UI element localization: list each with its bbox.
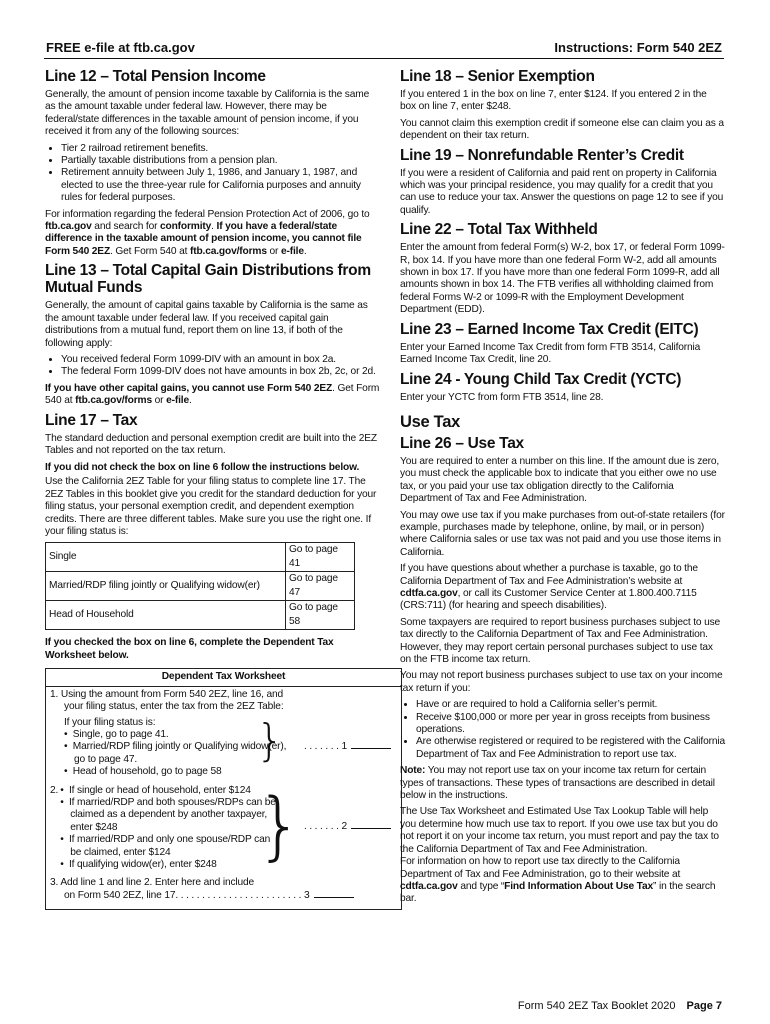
line26-text-4: Some taxpayers are required to report business purchases subject to use tax directly to the California Department of Tax and Fee Administration. However, they may report certain personal purchases subject to use tax on the FTB income tax return.	[400, 616, 721, 665]
table-row	[46, 601, 355, 630]
line17-intro: The standard deduction and personal exemption credit are built into the 2EZ Tables and not reported on the tax return.	[45, 432, 377, 456]
dependent-tax-worksheet	[45, 668, 402, 910]
use-tax-heading: Use Tax	[400, 412, 460, 431]
worksheet-line-1: 1. Using the amount from Form 540 2EZ, line 16, and your filing status, enter the tax from the 2EZ Table: If your filing status is: • Single, go to page 41. • Married/RDP filing jointly or Qualifying widow(er), go to page 47. • Head of household, go to page 58 } . . . . . . . 1	[50, 689, 397, 779]
line23-text: Enter your Earned Income Tax Credit from form FTB 3514, California Earned Income Tax Credit, line 20.	[400, 341, 701, 366]
table-cell: Go to page 58	[286, 601, 355, 630]
list-item: • Tier 2 railroad retirement benefits.	[61, 143, 380, 155]
brace-icon: }	[256, 714, 284, 766]
line26-heading: Line 26 – Use Tax	[400, 434, 524, 452]
page-footer	[518, 1000, 722, 1012]
line26-text-5: You may not report business purchases subject to use tax on your income tax return if you:	[400, 670, 723, 694]
line26-text-6: The Use Tax Worksheet and Estimated Use Tax Lookup Table will help you determine how much use tax to report. If you owe use tax but you do not report it on your income tax return, you must report and pay the tax to the California Department of Tax and Fee Administration.	[400, 806, 719, 855]
line17-subheading-checked: If you checked the box on line 6, complete the Dependent Tax Worksheet below.	[45, 637, 334, 662]
list-item: • Receive $100,000 or more per year in gross receipts from business operations.	[416, 712, 725, 737]
table-cell: Head of Household	[46, 601, 286, 630]
table-row	[46, 572, 355, 601]
table-cell: Go to page 47	[286, 572, 355, 601]
table-cell: Go to page 41	[286, 543, 355, 572]
right-column	[400, 64, 725, 910]
line26-text-3: If you have questions about whether a purchase is taxable, go to the California Department of Tax and Fee Administration’s website at cdtfa.ca.gov, or call its Customer Service Center at 1.800.400.7115 (CRS:711) (for hearing and speech disabilities).	[400, 563, 698, 612]
line26-text-1: You are required to enter a number on this line. If the amount due is zero, you must check the applicable box to indicate that you either owe no use tax, or you paid your use tax obligation directly to the California Department of Tax and Fee Administration.	[400, 455, 720, 505]
line19-heading: Line 19 – Nonrefundable Renter’s Credit	[400, 146, 684, 164]
line24-text: Enter your YCTC from form FTB 3514, line 28.	[400, 391, 604, 403]
ftb-forms-link[interactable]: ftb.ca.gov/forms	[189, 245, 267, 257]
line12-pension-note: For information regarding the federal Pension Protection Act of 2006, go to ftb.ca.gov and search for conformity. If you have a federal/state difference in the taxable amount of pension income, you cannot file Form 540 2EZ. Get Form 540 at ftb.ca.gov/forms or e-file.	[45, 208, 370, 257]
line13-intro: Generally, the amount of capital gains taxable by California is the same as the amount taxable under federal law. If you received capital gain distributions from a mutual fund, report them on line 13, if both of the following apply:	[45, 300, 368, 349]
table-row	[46, 543, 355, 572]
table-cell: Married/RDP filing jointly or Qualifying widow(er)	[46, 572, 286, 601]
line26-note: Note: You may not report use tax on your income tax return for certain types of transactions. These types of transactions are described in detail below in the instructions.	[400, 765, 715, 802]
line13-capital-gains-note: If you have other capital gains, you cannot use Form 540 2EZ. Get Form 540 at ftb.ca.gov/forms or e-file.	[45, 382, 380, 407]
header-efile-note: FREE e-file at ftb.ca.gov	[46, 40, 195, 55]
line18-text-1: If you entered 1 in the box on line 7, enter $124. If you entered 2 in the box on line 7, enter $248.	[400, 89, 707, 113]
line12-heading: Line 12 – Total Pension Income	[45, 68, 266, 85]
booklet-title: Form 540 2EZ Tax Booklet 2020	[517, 1000, 676, 1012]
line18-heading: Line 18 – Senior Exemption	[400, 68, 595, 85]
worksheet-title: Dependent Tax Worksheet	[46, 669, 401, 686]
list-item: • Have or are required to hold a California seller’s permit.	[416, 699, 725, 711]
line17-subheading-unchecked: If you did not check the box on line 6 follow the instructions below.	[45, 462, 360, 474]
cdtfa-link[interactable]: cdtfa.ca.gov	[400, 880, 458, 892]
worksheet-line-3-entry[interactable]: on Form 540 2EZ, line 17. . . . . . . . . . . . . . . . . . . . . . . . 3	[50, 890, 397, 902]
table-cell: Single	[46, 543, 286, 572]
left-column	[45, 64, 380, 910]
list-item: • Retirement annuity between July 1, 1986, and January 1, 1987, and elected to use the three-year rule for California purposes and annuity rules for federal purposes.	[61, 167, 380, 204]
line22-text: Enter the amount from federal Form(s) W-2, box 17, or federal Form 1099-R, box 14. If you have more than one federal Form W-2, add all amounts shown in box 17. If you have more than one federal Form 1099-R, add all amounts shown in box 14. The FTB verifies all withholding claimed from federal Forms W-2 or 1099-R with the Employment Development Department (EDD).	[400, 242, 725, 316]
worksheet-line-1-entry[interactable]: . . . . . . . 1	[304, 741, 391, 753]
filing-status-table	[45, 542, 355, 630]
line12-intro: Generally, the amount of pension income taxable by California is the same as the amount taxable under federal law. However, there may be federal/state differences in the taxable amount of pension income, if you received it from any of the following sources:	[45, 89, 370, 138]
efile-link[interactable]: e-file	[280, 245, 304, 257]
header-rule	[44, 58, 724, 59]
line26-text-2: You may owe use tax if you make purchases from out-of-state retailers (for example, purchases made by telephone, online, by mail, or in person) where California sales or use tax was not paid and you use those items in California.	[400, 509, 725, 558]
brace-icon: }	[256, 782, 303, 869]
line17-heading: Line 17 – Tax	[45, 411, 138, 429]
worksheet-line-2-entry[interactable]: . . . . . . . 2	[304, 821, 391, 833]
line12-sources-list	[45, 143, 380, 205]
line17-table-instructions: Use the California 2EZ Table for your filing status to complete line 17. The 2EZ Tables in this booklet give you credit for the standard deduction for your filing status, your personal exemption credit, and dependent exemption credits. There are three different tables. Make sure you use the right one. If your filing status is:	[45, 476, 377, 537]
list-item: • Partially taxable distributions from a pension plan.	[61, 155, 380, 167]
header-instructions-title: Instructions: Form 540 2EZ	[554, 40, 722, 55]
list-item: • Are otherwise registered or required to be registered with the California Department of Tax and Fee Administration to report use tax.	[416, 736, 725, 761]
line13-conditions-list	[45, 354, 380, 379]
worksheet-line-3: 3. Add line 1 and line 2. Enter here and include on Form 540 2EZ, line 17. . . . . . . . . . . . . . . . . . . . . . . . 3	[50, 877, 397, 902]
line26-conditions-list	[400, 699, 725, 761]
line13-heading: Line 13 – Total Capital Gain Distributions from Mutual Funds	[45, 262, 371, 297]
ftb-forms-link[interactable]: ftb.ca.gov/forms	[75, 395, 152, 407]
line19-text: If you were a resident of California and paid rent on property in California which was your principal residence, you may qualify for a credit that you can use to reduce your tax. Answer the questions on page 12 to see if you qualify.	[400, 167, 724, 216]
worksheet-line-2: 2. • If single or head of household, enter $124 • If married/RDP and both spouses/RDPs can be claimed as a dependent by another taxpayer, enter $248 • If married/RDP and only one spouse/RDP can be claimed, enter $124 • If qualifying widow(er), enter $248 } . . . . . . . 2	[50, 785, 397, 872]
list-item: • You received federal Form 1099-DIV with an amount in box 2a.	[61, 354, 380, 366]
efile-link[interactable]: e-file	[166, 395, 189, 407]
ftb-link[interactable]: ftb.ca.gov	[45, 221, 92, 233]
line24-heading: Line 24 - Young Child Tax Credit (YCTC)	[400, 370, 682, 388]
list-item: • The federal Form 1099-DIV does not have amounts in box 2b, 2c, or 2d.	[61, 366, 380, 378]
line23-heading: Line 23 – Earned Income Tax Credit (EITC)	[400, 320, 699, 338]
page-number: Page 7	[686, 1000, 722, 1012]
cdtfa-link[interactable]: cdtfa.ca.gov	[400, 587, 458, 599]
line26-text-7: For information on how to report use tax directly to the California Department of Tax and Fee Administration, go to their website at cdtfa.ca.gov and type “Find Information About Use Tax” in the search bar.	[400, 856, 716, 905]
line22-heading: Line 22 – Total Tax Withheld	[400, 221, 598, 239]
line18-text-2: You cannot claim this exemption credit if someone else can claim you as a dependent on their tax return.	[400, 117, 724, 142]
